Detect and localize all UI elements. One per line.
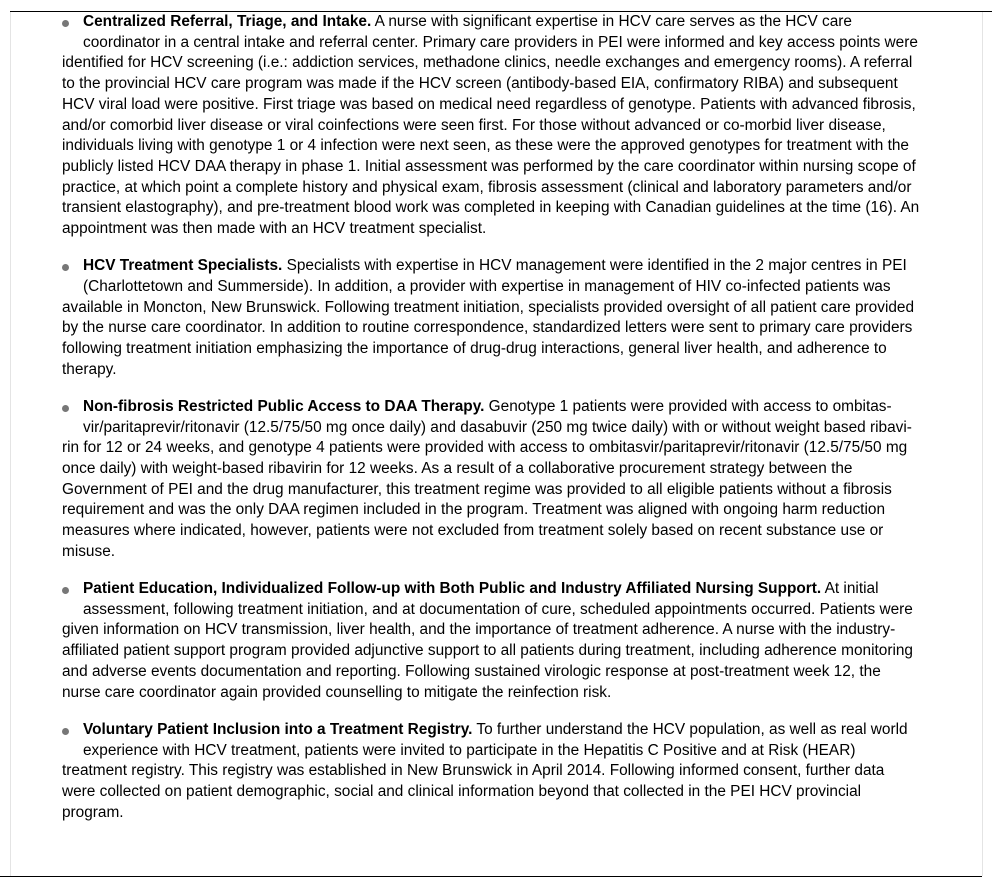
- text-line: [62, 277, 962, 298]
- item-text: Specialists with expertise in HCV management were identified in the 2 major centres in PEI: [282, 257, 907, 275]
- text-line: [62, 136, 962, 157]
- item-text: nurse care coordinator again provided counselling to mitigate the reinfection risk.: [62, 683, 612, 701]
- item-text: and adverse events documentation and reporting. Following sustained virologic response at post-treatment week 12, the: [62, 662, 881, 680]
- text-line: [62, 641, 962, 662]
- text-line: [62, 803, 962, 824]
- text-line: [62, 178, 962, 199]
- text-line: [62, 683, 962, 704]
- bullet-icon: [62, 20, 69, 27]
- item-text: coordinator in a central intake and referral center. Primary care providers in PEI were informed and key access points were: [83, 33, 918, 51]
- item-text: practice, at which point a complete history and physical exam, fibrosis assessment (clinical and laboratory parameters and/or: [62, 178, 912, 196]
- item-text: and/or comorbid liver disease or viral coinfections were seen first. For those without advanced or co-morbid liver disease,: [62, 116, 886, 134]
- item-text: rin for 12 or 24 weeks, and genotype 4 patients were provided with access to ombitasvir/paritaprevir/ritonavir (12.5/75/50 mg: [62, 439, 908, 457]
- item-title: Centralized Referral, Triage, and Intake.: [83, 13, 372, 30]
- list-item: [62, 397, 962, 563]
- list-item: [62, 256, 962, 380]
- item-text: vir/paritaprevir/ritonavir (12.5/75/50 mg once daily) and dasabuvir (250 mg twice daily) with or without weight based ribavi-: [83, 418, 912, 436]
- bullet-list: [62, 12, 962, 840]
- text-line: [62, 579, 962, 600]
- item-text: (Charlottetown and Summerside). In addition, a provider with expertise in management of HIV co-infected patients was: [83, 277, 891, 295]
- item-text: identified for HCV screening (i.e.: addiction services, methadone clinics, needle exchanges and emergency rooms). A referral: [62, 54, 913, 72]
- item-text: transient elastography), and pre-treatment blood work was completed in keeping with Canadian guidelines at the time (16). An: [62, 199, 920, 217]
- text-line: [62, 339, 962, 360]
- item-text: assessment, following treatment initiation, and at documentation of cure, scheduled appointments occurred. Patients were: [83, 600, 913, 618]
- item-text: to the provincial HCV care program was made if the HCV screen (antibody-based EIA, confirmatory RIBA) and subsequent: [62, 75, 898, 93]
- text-line: [62, 198, 962, 219]
- item-title: Patient Education, Individualized Follow-up with Both Public and Industry Affiliated Nursing Support.: [83, 580, 822, 598]
- text-line: [62, 600, 962, 621]
- item-text: affiliated patient support program provided adjunctive support to all patients during treatment, including adherence monitoring: [62, 642, 913, 660]
- bottom-divider: [0, 876, 982, 877]
- item-text: by the nurse care coordinator. In addition to routine correspondence, standardized letters were sent to primary care providers: [62, 319, 913, 337]
- item-text: misuse.: [62, 542, 116, 560]
- item-text: A nurse with significant expertise in HCV care serves as the HCV care: [371, 13, 852, 30]
- text-line: [62, 459, 962, 480]
- item-title: HCV Treatment Specialists.: [83, 257, 283, 275]
- text-line: [62, 298, 962, 319]
- item-text: available in Moncton, New Brunswick. Following treatment initiation, specialists provided oversight of all patient care provided: [62, 298, 915, 316]
- text-line: [62, 318, 962, 339]
- item-text: publicly listed HCV DAA therapy in phase 1. Initial assessment was performed by the care coordinator within nursing scope of: [62, 157, 916, 175]
- list-item: [62, 579, 962, 703]
- bullet-icon: [62, 728, 69, 735]
- item-text: program.: [62, 803, 124, 821]
- text-line: [62, 74, 962, 95]
- item-text: therapy.: [62, 360, 117, 378]
- item-title: Voluntary Patient Inclusion into a Treatment Registry.: [83, 720, 473, 738]
- text-line: [62, 95, 962, 116]
- text-line: [62, 360, 962, 381]
- item-title: Non-fibrosis Restricted Public Access to DAA Therapy.: [83, 397, 485, 415]
- text-line: [62, 33, 962, 54]
- item-text: Genotype 1 patients were provided with access to ombitas-: [484, 397, 892, 415]
- item-text: appointment was then made with an HCV treatment specialist.: [62, 220, 487, 238]
- text-line: [62, 720, 962, 741]
- text-line: [62, 741, 962, 762]
- item-text: To further understand the HCV population, as well as real world: [472, 720, 908, 738]
- text-line: [62, 542, 962, 563]
- text-line: [62, 521, 962, 542]
- text-line: [62, 620, 962, 641]
- item-text: At initial: [821, 580, 879, 598]
- item-text: requirement and was the only DAA regimen included in the program. Treatment was aligned with ongoing harm reduction: [62, 501, 885, 519]
- text-line: [62, 662, 962, 683]
- text-line: [62, 438, 962, 459]
- list-item: [62, 12, 962, 240]
- item-text: once daily) with weight-based ribavirin for 12 weeks. As a result of a collaborative procurement strategy between the: [62, 460, 853, 478]
- text-line: [62, 500, 962, 521]
- text-line: [62, 219, 962, 240]
- text-line: [62, 761, 962, 782]
- item-text: were collected on patient demographic, social and clinical information beyond that collected in the PEI HCV provincial: [62, 782, 862, 800]
- item-text: Government of PEI and the drug manufacturer, this treatment regime was provided to all eligible patients without a fibrosis: [62, 480, 892, 498]
- item-text: experience with HCV treatment, patients were invited to participate in the Hepatitis C Positive and at Risk (HEAR): [83, 741, 856, 759]
- item-text: individuals living with genotype 1 or 4 infection were next seen, as these were the approved genotypes for treatment with the: [62, 137, 909, 155]
- text-line: [62, 53, 962, 74]
- item-text: measures where indicated, however, patients were not excluded from treatment solely based on recent substance use or: [62, 522, 884, 540]
- text-line: [62, 397, 962, 418]
- text-line: [62, 782, 962, 803]
- text-line: [62, 256, 962, 277]
- bullet-icon: [62, 405, 69, 412]
- item-text: treatment registry. This registry was established in New Brunswick in April 2014. Following informed consent, further data: [62, 762, 885, 780]
- item-text: given information on HCV transmission, liver health, and the importance of treatment adherence. A nurse with the industry-: [62, 621, 896, 639]
- item-text: following treatment initiation emphasizing the importance of drug-drug interactions, general liver health, and adherence to: [62, 340, 887, 358]
- list-item: [62, 720, 962, 824]
- item-text: HCV viral load were positive. First triage was based on medical need regardless of genotype. Patients with advanced fibrosis,: [62, 95, 916, 113]
- text-line: [62, 480, 962, 501]
- text-line: [62, 12, 962, 33]
- text-line: [62, 157, 962, 178]
- text-line: [62, 116, 962, 137]
- text-line: [62, 418, 962, 439]
